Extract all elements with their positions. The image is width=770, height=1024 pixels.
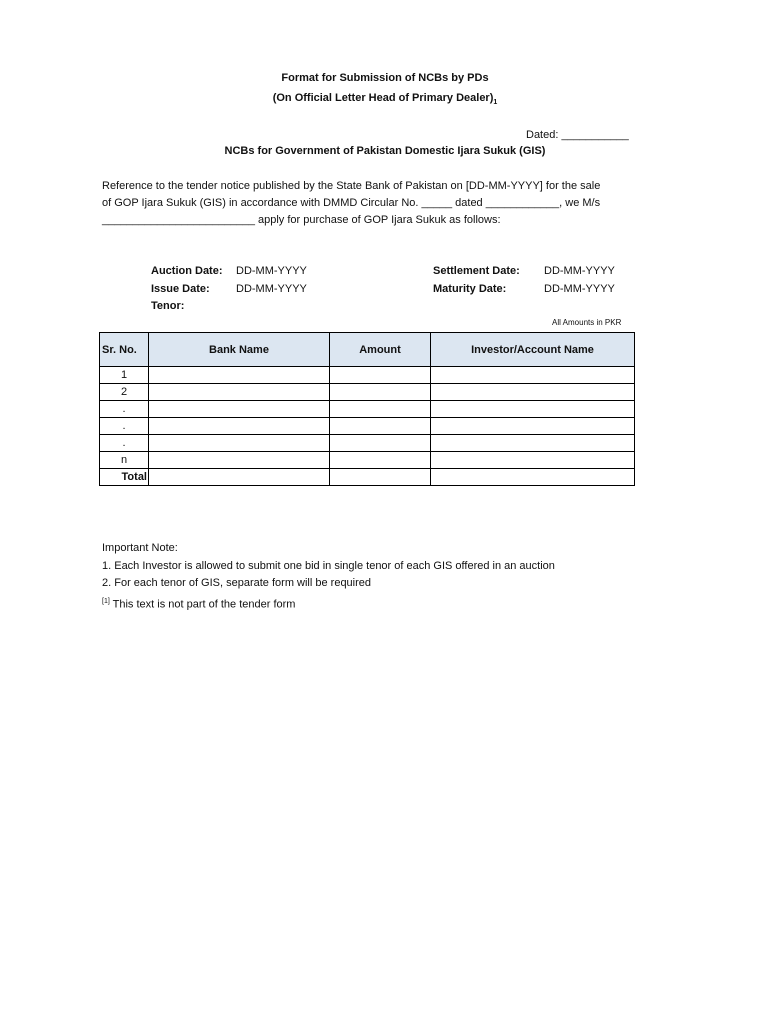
investor-name-cell[interactable] <box>431 418 635 435</box>
amount-cell[interactable] <box>330 435 431 452</box>
footnote-mark: [1] <box>102 597 110 605</box>
form-title: Format for Submission of NCBs by PDs <box>281 72 489 84</box>
sr-no-cell: . <box>100 401 149 418</box>
investor-name-cell[interactable] <box>431 435 635 452</box>
footnote <box>102 593 555 614</box>
header-sr-no: Sr. No. <box>100 333 149 367</box>
header-amount: Amount <box>330 333 431 367</box>
bank-name-cell[interactable] <box>149 384 330 401</box>
bids-table <box>99 332 635 486</box>
table-row <box>100 435 635 452</box>
issue-date-label: Issue Date: <box>151 283 210 295</box>
bank-name-cell[interactable] <box>149 452 330 469</box>
sr-no-cell: . <box>100 435 149 452</box>
form-subtitle-text: (On Official Letter Head of Primary Dealer) <box>272 92 494 104</box>
bank-name-cell[interactable] <box>149 418 330 435</box>
total-investor-cell[interactable] <box>431 469 635 486</box>
investor-name-cell[interactable] <box>431 367 635 384</box>
reference-paragraph <box>102 178 642 229</box>
sr-no-cell: . <box>100 418 149 435</box>
table-row <box>100 452 635 469</box>
table-row <box>100 401 635 418</box>
sr-no-cell: 2 <box>100 384 149 401</box>
table-row <box>100 418 635 435</box>
bank-name-cell[interactable] <box>149 367 330 384</box>
sr-no-cell: 1 <box>100 367 149 384</box>
auction-date-label: Auction Date: <box>151 265 223 277</box>
total-bank-cell[interactable] <box>149 469 330 486</box>
table-row <box>100 367 635 384</box>
form-subtitle <box>0 92 770 106</box>
note-item-2: 2. For each tenor of GIS, separate form will be required <box>102 577 372 589</box>
auction-date-value: DD-MM-YYYY <box>236 265 307 277</box>
amounts-currency-note: All Amounts in PKR <box>552 318 622 327</box>
amount-cell[interactable] <box>330 452 431 469</box>
table-header-row <box>100 333 635 367</box>
maturity-date-value: DD-MM-YYYY <box>544 283 615 295</box>
table-total-row <box>100 469 635 486</box>
table-row <box>100 384 635 401</box>
important-notes <box>102 540 555 614</box>
paragraph-line: of GOP Ijara Sukuk (GIS) in accordance with DMMD Circular No. _____ dated ____________, we M/s <box>102 197 601 209</box>
notes-heading: Important Note: <box>102 542 178 554</box>
bank-name-cell[interactable] <box>149 435 330 452</box>
header-bank-name: Bank Name <box>149 333 330 367</box>
investor-name-cell[interactable] <box>431 401 635 418</box>
settlement-date-value: DD-MM-YYYY <box>544 265 615 277</box>
paragraph-line: _________________________ apply for purchase of GOP Ijara Sukuk as follows: <box>102 214 501 226</box>
investor-name-cell[interactable] <box>431 384 635 401</box>
maturity-date-label: Maturity Date: <box>433 283 507 295</box>
paragraph-line: Reference to the tender notice published by the State Bank of Pakistan on [DD-MM-YYYY] for the sale <box>102 180 601 192</box>
total-label-cell: Total <box>100 469 149 486</box>
subject-heading: NCBs for Government of Pakistan Domestic Ijara Sukuk (GIS) <box>224 145 546 157</box>
dated-field: Dated: ___________ <box>526 129 629 141</box>
sr-no-cell: n <box>100 452 149 469</box>
amount-cell[interactable] <box>330 384 431 401</box>
settlement-date-label: Settlement Date: <box>433 265 520 277</box>
amount-cell[interactable] <box>330 367 431 384</box>
investor-name-cell[interactable] <box>431 452 635 469</box>
amount-cell[interactable] <box>330 401 431 418</box>
total-amount-cell[interactable] <box>330 469 431 486</box>
bank-name-cell[interactable] <box>149 401 330 418</box>
note-item-1: 1. Each Investor is allowed to submit one bid in single tenor of each GIS offered in an auction <box>102 559 555 572</box>
amount-cell[interactable] <box>330 418 431 435</box>
header-investor-account-name: Investor/Account Name <box>431 333 635 367</box>
footnote-text: This text is not part of the tender form <box>109 598 296 611</box>
tenor-label: Tenor: <box>151 300 185 312</box>
issue-date-value: DD-MM-YYYY <box>236 283 307 295</box>
footnote-ref: 1 <box>493 99 498 107</box>
